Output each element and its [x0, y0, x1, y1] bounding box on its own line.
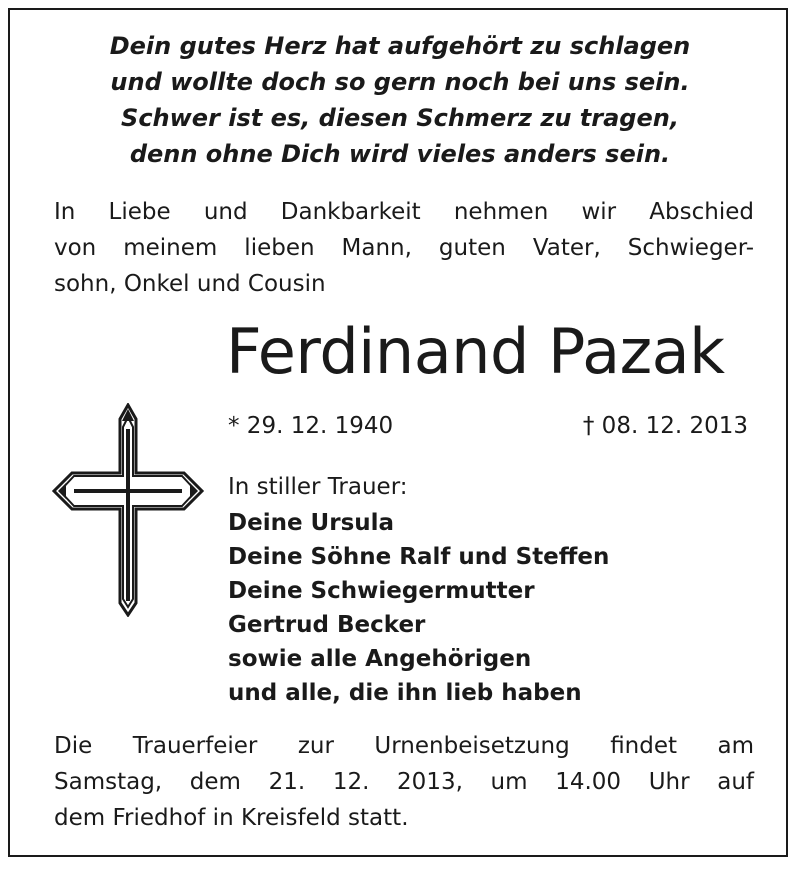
cross-icon [46, 403, 210, 617]
intro-line: sohn, Onkel und Cousin [54, 271, 326, 297]
mourner-line: sowie alle Angehörigen [228, 646, 532, 672]
life-dates [228, 408, 748, 444]
mourner-line: Deine Söhne Ralf und Steffen [228, 544, 610, 570]
mourner-line: Gertrud Becker [228, 612, 426, 638]
poem-line: und wollte doch so gern noch bei uns sein. [110, 68, 690, 96]
mourner-line: Deine Schwiegermutter [228, 578, 535, 604]
mourner-line: Deine Ursula [228, 510, 395, 536]
service-info [54, 728, 754, 836]
intro-line: von meinem lieben Mann, guten Vater, Schwieger- [54, 235, 754, 261]
mourner-line: und alle, die ihn lieb haben [228, 680, 582, 706]
birth-date: * 29. 12. 1940 [228, 413, 394, 439]
death-date: † 08. 12. 2013 [582, 413, 748, 439]
service-line: Samstag, dem 21. 12. 2013, um 14.00 Uhr auf [54, 769, 754, 795]
poem-line: Dein gutes Herz hat aufgehört zu schlagen [109, 32, 691, 60]
intro-line: In Liebe und Dankbarkeit nehmen wir Abschied [54, 199, 754, 225]
deceased-name: Ferdinand Pazak [226, 315, 725, 388]
poem-line: denn ohne Dich wird vieles anders sein. [129, 140, 671, 168]
poem [40, 28, 760, 172]
service-line: Die Trauerfeier zur Urnenbeisetzung findet am [54, 733, 754, 759]
mourners-block [228, 470, 748, 710]
mourners-lead: In stiller Trauer: [228, 474, 408, 500]
intro-text [54, 194, 754, 302]
poem-line: Schwer ist es, diesen Schmerz zu tragen, [121, 104, 679, 132]
service-line: dem Friedhof in Kreisfeld statt. [54, 805, 409, 831]
